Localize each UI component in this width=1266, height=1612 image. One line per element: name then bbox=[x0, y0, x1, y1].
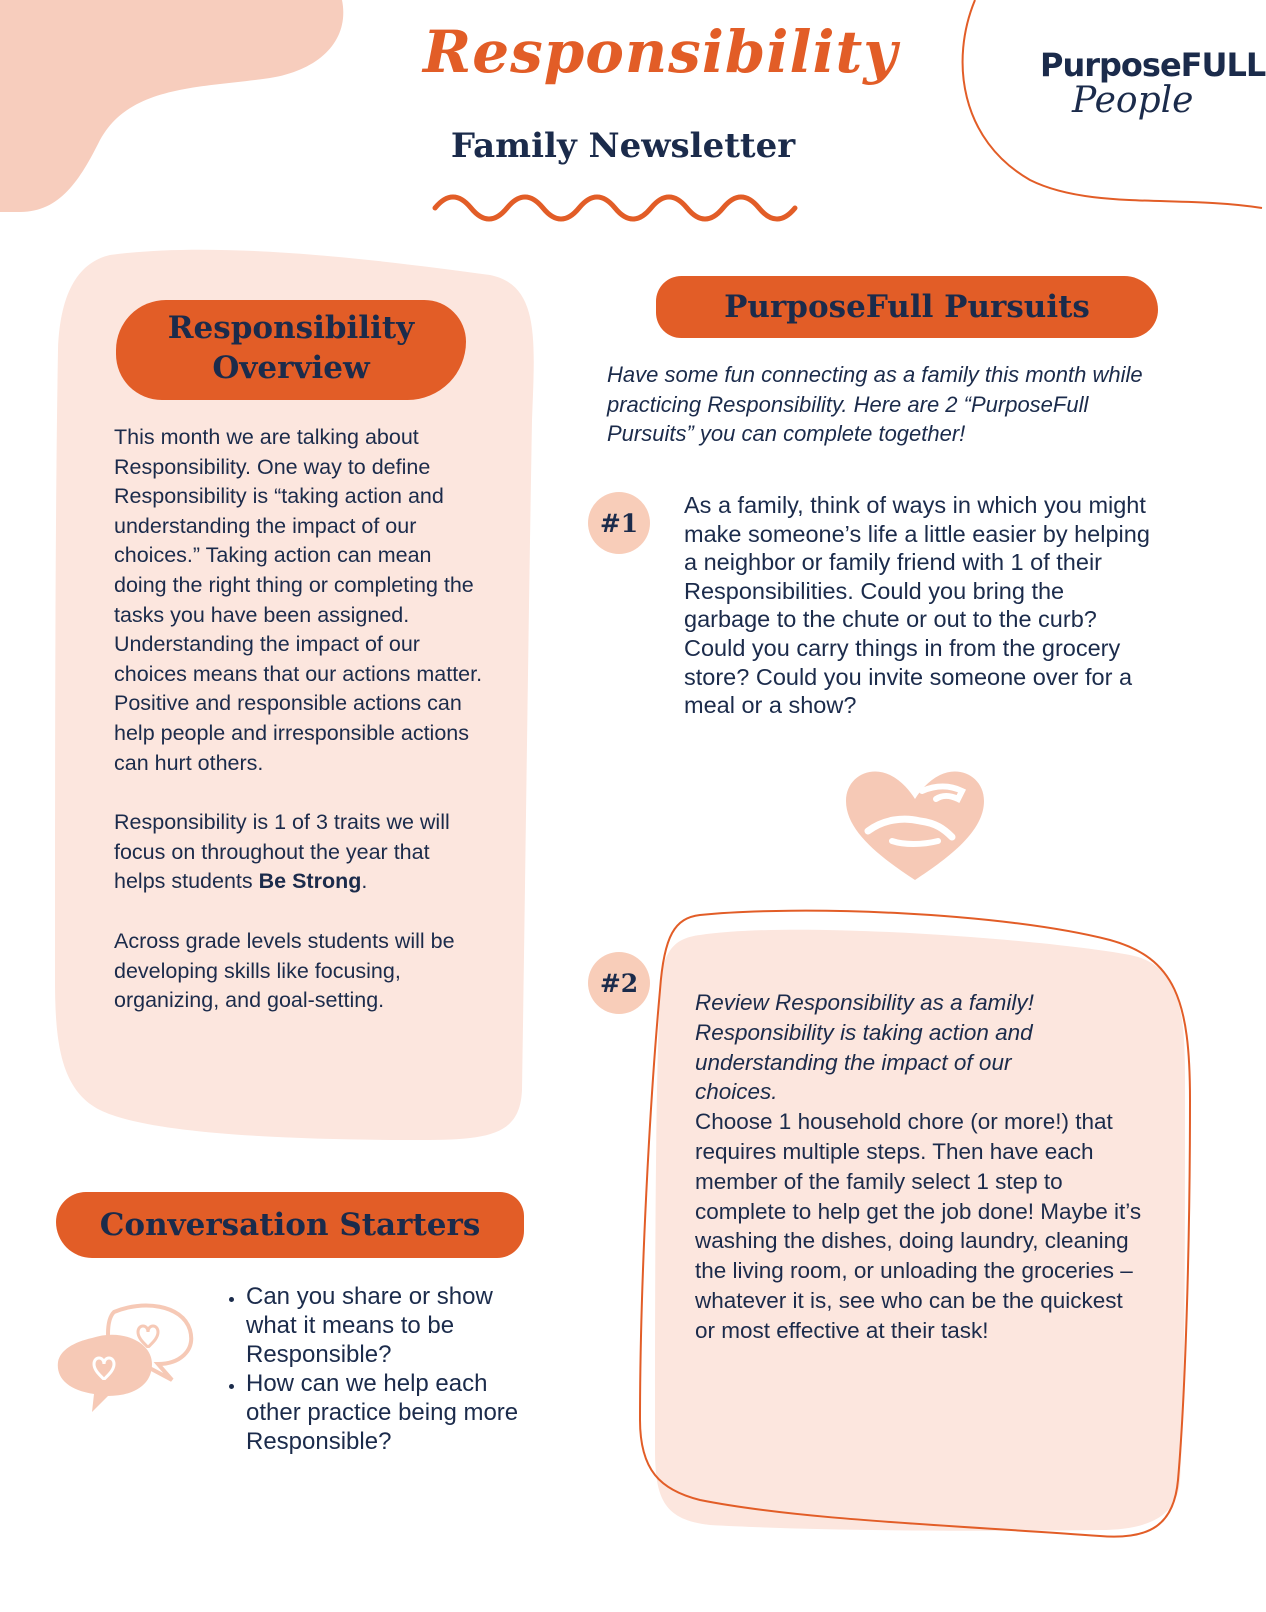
newsletter-subtitle: Family Newsletter bbox=[450, 126, 796, 166]
pursuit-1-number: #1 bbox=[599, 508, 639, 538]
logo-line1: PurposeFULL bbox=[1040, 46, 1266, 84]
overview-paragraph-2-text: Responsibility is 1 of 3 traits we will focus on throughout the year that helps students bbox=[114, 810, 450, 894]
pursuit-2-text: Choose 1 household chore (or more!) that requires multiple steps. Then have each member of the family select 1 step to complete to help get the job done! Maybe it’s washing the dishes, doing laundry, cleaning the living room, or unloading the groceries – whatever it is, see who can be the quickest or most effective at their task! bbox=[695, 1109, 1142, 1343]
heart-hands-icon bbox=[840, 765, 990, 885]
overview-heading-pill bbox=[116, 300, 466, 400]
newsletter-title: Responsibility bbox=[423, 18, 898, 86]
be-strong-text: Be Strong bbox=[258, 869, 362, 894]
conversation-starter-2: • How can we help each other practice being more Responsible? bbox=[246, 1369, 536, 1456]
overview-paragraph-3: Across grade levels students will be developing skills like focusing, organizing, and goal-setting. bbox=[114, 928, 455, 1013]
purposefull-people-logo bbox=[1040, 46, 1266, 121]
pursuit-2-badge bbox=[588, 952, 650, 1014]
pursuit-2-italic-text: Review Responsibility as a family! Responsibility is taking action and understanding the impact of our choices. bbox=[695, 990, 1034, 1105]
logo-line2: People bbox=[1072, 80, 1194, 121]
pursuits-intro: Have some fun connecting as a family this month while practicing Responsibility. Here are 2 “PurposeFull Pursuits” you can complete together! bbox=[607, 362, 1143, 447]
pursuit-2-body bbox=[695, 988, 1147, 1346]
conversation-starter-1: • Can you share or show what it means to be Responsible? bbox=[246, 1282, 536, 1369]
overview-paragraph-2 bbox=[114, 808, 486, 897]
title-wave-divider bbox=[435, 197, 795, 219]
overview-heading-line2: Overview bbox=[212, 350, 370, 386]
chat-bubbles-heart-icon bbox=[52, 1298, 200, 1418]
overview-paragraph-2-end: . bbox=[361, 869, 368, 894]
pursuits-heading: PurposeFull Pursuits bbox=[724, 289, 1090, 325]
conversation-starters-list bbox=[214, 1282, 536, 1456]
pursuit-2-number: #2 bbox=[599, 968, 639, 998]
overview-paragraph-1: This month we are talking about Responsibility. One way to define Responsibility is “taking action and understanding the impact of our choices.” Taking action can mean doing the right thing or completing the tasks you have been assigned. Understanding the impact of our choices means that our actions matter. Positive and responsible actions can help people and irresponsible actions can hurt others. bbox=[114, 425, 483, 775]
top-left-blob bbox=[0, 0, 343, 212]
conversation-heading: Conversation Starters bbox=[99, 1207, 481, 1243]
pursuit-1-text: As a family, think of ways in which you might make someone’s life a little easier by helping a neighbor or family friend with 1 of their Responsibilities. Could you bring the garbage to the chute or out to the curb? Could you carry things in from the grocery store? Could you invite someone over for a meal or a show? bbox=[684, 492, 1150, 719]
pursuit-1-badge bbox=[588, 492, 650, 554]
overview-heading-line1: Responsibility bbox=[167, 310, 415, 346]
conversation-heading-pill bbox=[56, 1192, 524, 1258]
overview-body bbox=[114, 423, 486, 1016]
pursuits-heading-pill bbox=[656, 276, 1158, 338]
